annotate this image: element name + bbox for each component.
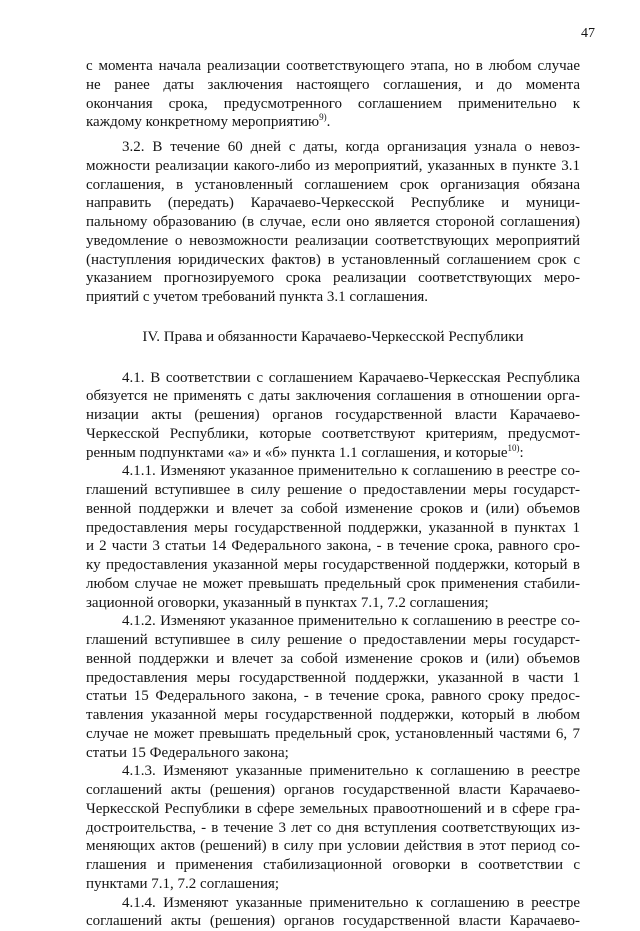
text-line: уведомление о невозможности реализации соответствующих мероприятий: [86, 232, 580, 251]
text-line: венной поддержки и влечет за собой изменение сроков и (или) объемов: [86, 500, 580, 519]
clause-4-1-2: [86, 612, 580, 762]
text-line: 3.2. В течение 60 дней с даты, когда организация узнала о невоз-: [86, 138, 580, 157]
text-line: Черкесской Республики в сфере земельных правоотношений и в сфере гра-: [86, 800, 580, 819]
text-line: Черкесской Республики, которые соответствуют критериям, предусмот-: [86, 425, 580, 444]
text-line-tail: .: [327, 114, 331, 130]
text-line: с момента начала реализации соответствующего этапа, но в любом случае: [86, 57, 580, 76]
text-line: меняющих актов (решений) в силу при условии действия в этот период со-: [86, 837, 580, 856]
text-line: [86, 444, 580, 463]
clause-4-1-4: [86, 894, 580, 931]
text-line: зационной оговорки, указанный в пунктах 7.1, 7.2 соглашения;: [86, 594, 580, 613]
clause-3-2: [86, 138, 580, 307]
text-line: глашений вступившее в силу решение о предоставлении меры государст-: [86, 481, 580, 500]
clause-4-1-3: [86, 762, 580, 893]
text-line: статьи 15 Федерального закона, - в течение срока, равного сроку предос-: [86, 687, 580, 706]
text-line: 4.1. В соответствии с соглашением Карачаево-Черкесская Республика: [86, 369, 580, 388]
text-line: и 2 части 3 статьи 14 Федерального закона, - в течение срока, равного сро-: [86, 537, 580, 556]
text-line: 4.1.1. Изменяют указанное применительно к соглашению в реестре со-: [86, 462, 580, 481]
text-line: 4.1.3. Изменяют указанные применительно к соглашению в реестре: [86, 762, 580, 781]
text-line: указанием прогнозируемого срока реализации соответствующих меро-: [86, 269, 580, 288]
text-line: 4.1.2. Изменяют указанное применительно к соглашению в реестре со-: [86, 612, 580, 631]
text-line: предоставления меры государственной поддержки, указанной в пунктах 1: [86, 519, 580, 538]
text-line: предоставления меры государственной поддержки, указанной в части 1: [86, 669, 580, 688]
text-line: тавления указанной меры государственной поддержки, который в любом: [86, 706, 580, 725]
text-line-content: каждому конкретному мероприятию: [86, 114, 319, 130]
section-heading: IV. Права и обязанности Карачаево-Черкесской Республики: [86, 328, 580, 347]
text-line: приятий с учетом требований пункта 3.1 соглашения.: [86, 288, 580, 307]
text-line-content: ренным подпунктами «а» и «б» пункта 1.1 соглашения, и которые: [86, 445, 507, 461]
text-line: глашений вступившее в силу решение о предоставлении меры государст-: [86, 631, 580, 650]
page-number: 47: [581, 26, 595, 42]
text-line: соглашений акты (решения) органов государственной власти Карачаево-: [86, 912, 580, 931]
text-line: пунктами 7.1, 7.2 соглашения;: [86, 875, 580, 894]
footnote-marker: 9): [319, 112, 327, 122]
clause-4-1-1: [86, 462, 580, 612]
text-line: не ранее даты заключения настоящего соглашения, и до момента: [86, 76, 580, 95]
text-line: соглашения, в установленный соглашением срок организация обязана: [86, 176, 580, 195]
text-line-tail: :: [519, 445, 523, 461]
text-line: окончания срока, предусмотренного соглашением применительно к: [86, 95, 580, 114]
paragraph-continuation: [86, 57, 580, 132]
text-line: венной поддержки и влечет за собой изменение сроков и (или) объемов: [86, 650, 580, 669]
text-line: низации акты (решения) органов государственной власти Карачаево-: [86, 406, 580, 425]
text-line: глашения и применения стабилизационной оговорки в соответствии с: [86, 856, 580, 875]
text-line: пальному образованию (в случае, если оно является стороной соглашения): [86, 213, 580, 232]
text-line: случае не может превышать предельный срок, установленный частями 6, 7: [86, 725, 580, 744]
text-line: ку предоставления указанной меры государственной поддержки, который в: [86, 556, 580, 575]
footnote-marker: 10): [507, 443, 519, 453]
text-line: любом случае не может превышать предельный срок применения стабили-: [86, 575, 580, 594]
text-line: [86, 113, 580, 132]
text-line: 4.1.4. Изменяют указанные применительно к соглашению в реестре: [86, 894, 580, 913]
text-line: можности реализации какого-либо из мероприятий, указанных в пункте 3.1: [86, 157, 580, 176]
clause-4-1: [86, 369, 580, 463]
text-line: соглашений акты (решения) органов государственной власти Карачаево-: [86, 781, 580, 800]
text-line: направить (передать) Карачаево-Черкесской Республике и муници-: [86, 194, 580, 213]
document-body: [86, 57, 580, 931]
text-line: (наступления юридических фактов) в установленный соглашением срок с: [86, 251, 580, 270]
text-line: достроительства, - в течение 3 лет со дня вступления соответствующих из-: [86, 819, 580, 838]
text-line: обязуется не применять с даты заключения соглашения в отношении орга-: [86, 387, 580, 406]
text-line: статьи 15 Федерального закона;: [86, 744, 580, 763]
